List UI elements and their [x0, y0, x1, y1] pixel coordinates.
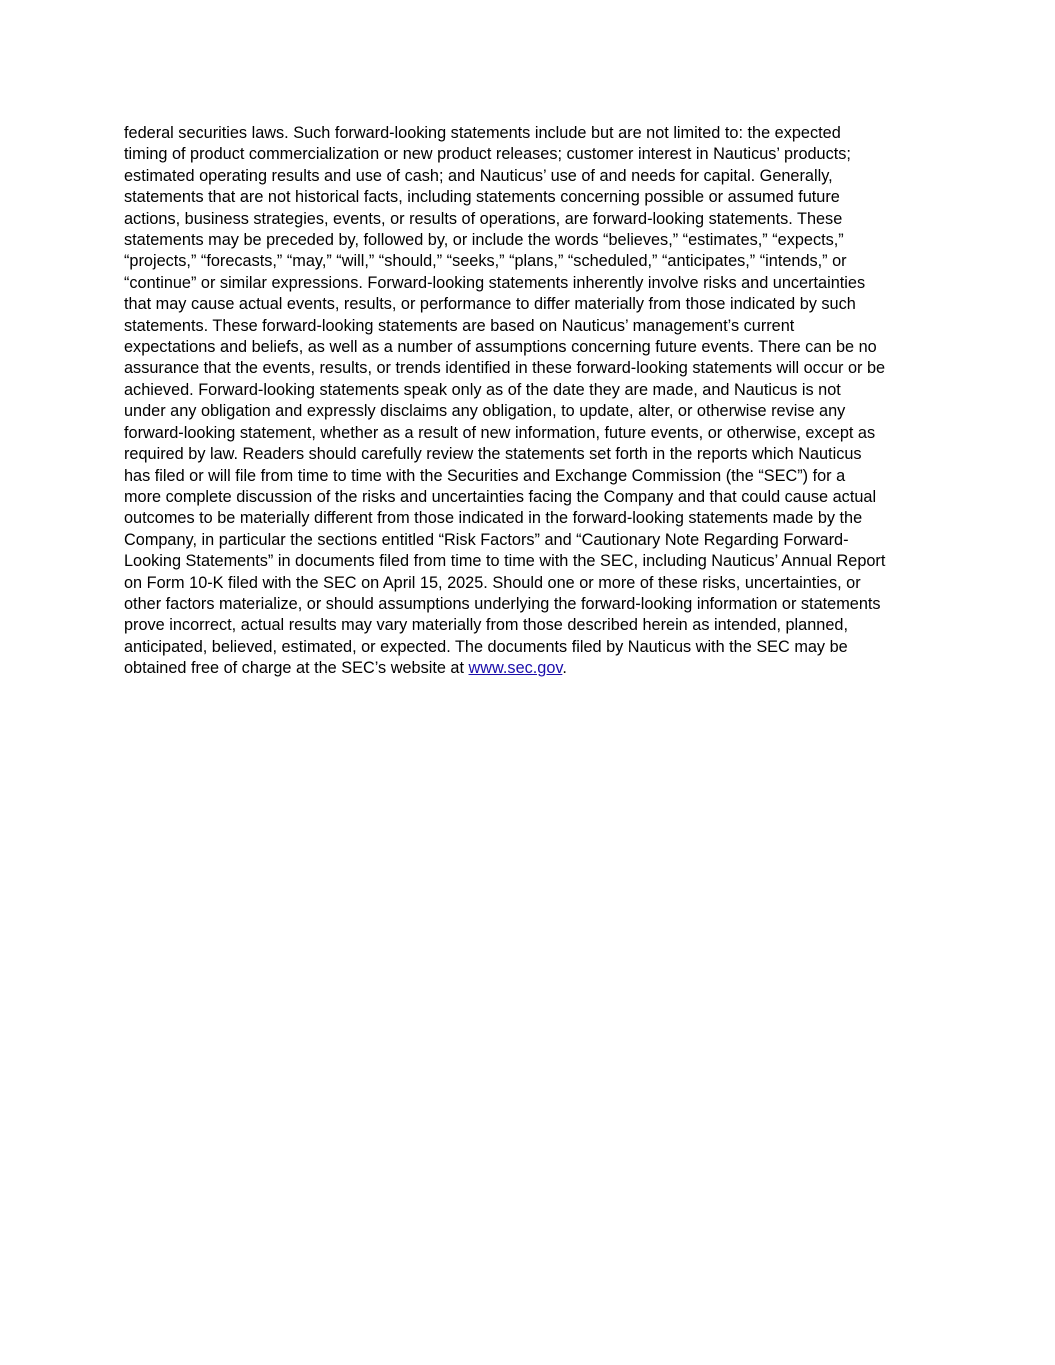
text-line: more complete discussion of the risks and uncertainties facing the Company and that could cause actual [124, 487, 877, 506]
text-line: actions, business strategies, events, or results of operations, are forward-looking statements. These [124, 209, 843, 228]
text-line: timing of product commercialization or new product releases; customer interest in Nauticus’ products; [124, 145, 851, 164]
text-line: statements may be preceded by, followed by, or include the words “believes,” “estimates,” “expects,” [124, 231, 844, 250]
last-line-prefix: obtained free of charge at the SEC’s website at [124, 659, 469, 678]
text-line: anticipated, believed, estimated, or expected. The documents filed by Nauticus with the SEC may be [124, 637, 848, 656]
text-line: assurance that the events, results, or trends identified in these forward-looking statements will occur or be [124, 359, 886, 378]
text-line: statements that are not historical facts, including statements concerning possible or assumed future [124, 188, 840, 207]
sec-website-link[interactable]: www.sec.gov [468, 659, 563, 678]
text-line: on Form 10-K filed with the SEC on April 15, 2025. Should one or more of these risks, uncertainties, or [124, 573, 861, 592]
text-line: federal securities laws. Such forward-looking statements include but are not limited to: the expected [124, 124, 841, 142]
text-line: outcomes to be materially different from those indicated in the forward-looking statements made by the [124, 509, 863, 528]
text-line: “projects,” “forecasts,” “may,” “will,” “should,” “seeks,” “plans,” “scheduled,” “anticipates,” “intends,” or [124, 252, 847, 271]
forward-looking-statements-paragraph [124, 123, 944, 680]
text-line: estimated operating results and use of cash; and Nauticus’ use of and needs for capital. Generally, [124, 166, 833, 185]
text-line: achieved. Forward-looking statements speak only as of the date they are made, and Nauticus is not [124, 380, 841, 399]
text-line: has filed or will file from time to time with the Securities and Exchange Commission (the “SEC”) for a [124, 466, 846, 485]
text-line: “continue” or similar expressions. Forward-looking statements inherently involve risks and uncertainties [124, 273, 866, 292]
text-line: statements. These forward-looking statements are based on Nauticus’ management’s current [124, 316, 795, 335]
text-line: that may cause actual events, results, or performance to differ materially from those indicated by such [124, 295, 856, 314]
text-line: under any obligation and expressly disclaims any obligation, to update, alter, or otherwise revise any [124, 402, 846, 421]
last-line-suffix: . [562, 659, 567, 678]
last-text-line [124, 658, 944, 679]
text-line: Looking Statements” in documents filed from time to time with the SEC, including Nauticus’ Annual Report [124, 552, 886, 571]
text-line: other factors materialize, or should assumptions underlying the forward-looking information or statements [124, 594, 881, 613]
text-line: required by law. Readers should carefully review the statements set forth in the reports which Nauticus [124, 445, 862, 464]
text-line: prove incorrect, actual results may vary materially from those described herein as intended, planned, [124, 616, 848, 635]
text-line: Company, in particular the sections entitled “Risk Factors” and “Cautionary Note Regarding Forward- [124, 530, 849, 549]
text-line: expectations and beliefs, as well as a number of assumptions concerning future events. There can be no [124, 338, 877, 357]
text-line: forward-looking statement, whether as a result of new information, future events, or otherwise, except as [124, 423, 876, 442]
